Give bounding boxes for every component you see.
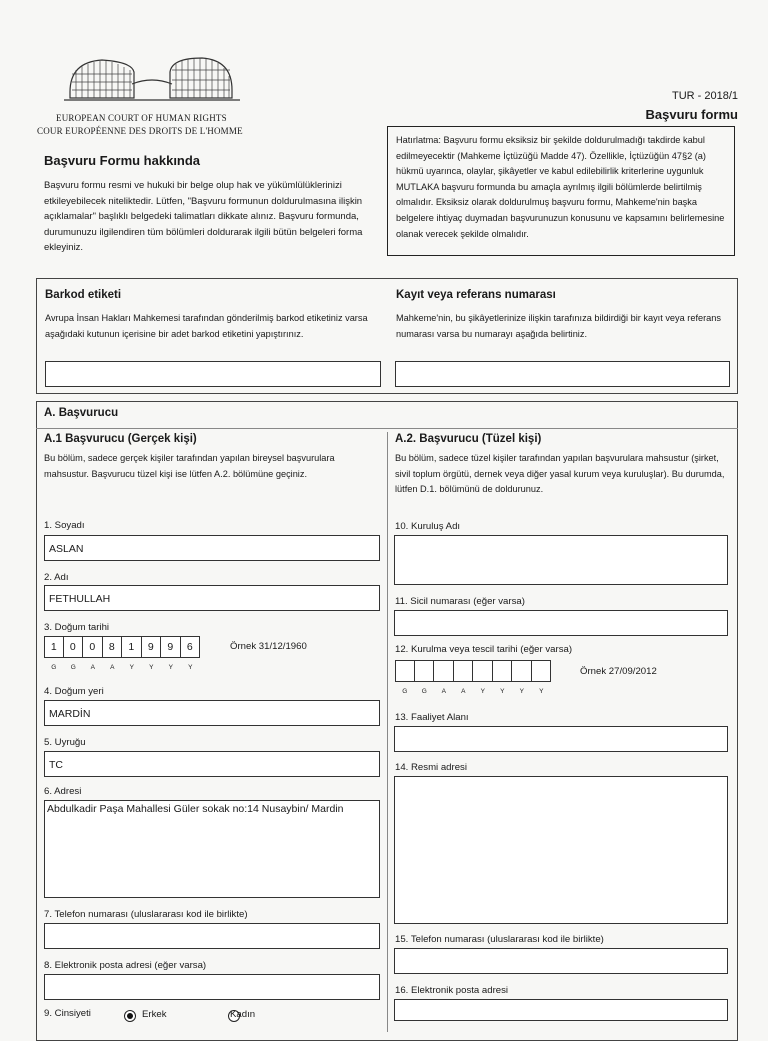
legal-email-field[interactable] xyxy=(394,999,728,1021)
court-name-en: EUROPEAN COURT OF HUMAN RIGHTS xyxy=(56,113,227,123)
barcode-text: Avrupa İnsan Hakları Mahkemesi tarafından gönderilmiş barkod etiketiniz varsa aşağıdaki kutunun içerisine bir adet barkod etiketini yapıştırınız. xyxy=(45,313,368,339)
dob-digit-box[interactable]: 0 xyxy=(64,636,84,658)
dob-digit-box[interactable]: 0 xyxy=(83,636,103,658)
nationality-field[interactable]: TC xyxy=(44,751,380,777)
org-name-label: 10. Kuruluş Adı xyxy=(395,521,461,532)
reg-date-digit-box[interactable] xyxy=(415,660,435,682)
about-title: Başvuru Formu hakkında xyxy=(44,153,201,168)
dob-hint-letter: G xyxy=(51,664,57,671)
reg-date-example: Örnek 27/09/2012 xyxy=(580,666,657,677)
reg-date-digit-box[interactable] xyxy=(532,660,552,682)
dob-digit-box[interactable]: 9 xyxy=(161,636,181,658)
reg-date-hint-letter: Y xyxy=(539,688,544,695)
reg-date-label: 12. Kurulma veya tescil tarihi (eğer varsa) xyxy=(395,644,573,655)
dob-digit-box[interactable]: 9 xyxy=(142,636,162,658)
form-title: Başvuru formu xyxy=(645,107,738,122)
name-field[interactable]: FETHULLAH xyxy=(44,585,380,611)
reg-no-label: 11. Sicil numarası (eğer varsa) xyxy=(395,596,525,607)
surname-field[interactable]: ASLAN xyxy=(44,535,380,561)
legal-phone-field[interactable] xyxy=(394,948,728,974)
reg-date-hint-letter: Y xyxy=(519,688,524,695)
reg-date-digit-box[interactable] xyxy=(512,660,532,682)
activity-field[interactable] xyxy=(394,726,728,752)
court-building-icon xyxy=(62,50,242,112)
address-field[interactable]: Abdulkadir Paşa Mahallesi Güler sokak no:14 Nusaybin/ Mardin xyxy=(44,800,380,898)
reference-field[interactable] xyxy=(395,361,730,387)
birthplace-label: 4. Doğum yeri xyxy=(44,686,104,697)
reg-date-digit-box[interactable] xyxy=(454,660,474,682)
dob-example: Örnek 31/12/1960 xyxy=(230,641,307,652)
dob-digit-box[interactable]: 8 xyxy=(103,636,123,658)
dob-hint-letter: G xyxy=(70,664,76,671)
dob-format-hint xyxy=(44,664,200,671)
dob-digit-box[interactable]: 1 xyxy=(122,636,142,658)
dob-hint-letter: Y xyxy=(188,664,193,671)
reg-date-field[interactable] xyxy=(395,660,551,682)
barcode-reference-section xyxy=(36,278,738,394)
reg-date-hint-letter: A xyxy=(441,688,446,695)
activity-label: 13. Faaliyet Alanı xyxy=(395,712,469,723)
barcode-field[interactable] xyxy=(45,361,381,387)
a2-title: A.2. Başvurucu (Tüzel kişi) xyxy=(395,433,542,445)
dob-hint-letter: A xyxy=(90,664,95,671)
phone-label: 7. Telefon numarası (uluslararası kod ile birlikte) xyxy=(44,909,248,920)
reg-date-hint-letter: G xyxy=(421,688,427,695)
court-name-fr: COUR EUROPÉENNE DES DROITS DE L'HOMME xyxy=(37,126,243,136)
reg-date-digit-box[interactable] xyxy=(473,660,493,682)
dob-label: 3. Doğum tarihi xyxy=(44,622,110,633)
dob-digit-box[interactable]: 6 xyxy=(181,636,201,658)
reg-date-digit-box[interactable] xyxy=(434,660,454,682)
form-code: TUR - 2018/1 xyxy=(671,90,738,102)
dob-hint-letter: A xyxy=(110,664,115,671)
birthplace-field[interactable]: MARDİN xyxy=(44,700,380,726)
reg-date-hint-letter: Y xyxy=(500,688,505,695)
reg-date-digit-box[interactable] xyxy=(395,660,415,682)
nationality-label: 5. Uyruğu xyxy=(44,737,86,748)
a1-title: A.1 Başvurucu (Gerçek kişi) xyxy=(44,433,197,445)
email-label: 8. Elektronik posta adresi (eğer varsa) xyxy=(44,960,207,971)
dob-digit-box[interactable]: 1 xyxy=(44,636,64,658)
column-divider xyxy=(387,432,388,1032)
reg-date-hint-letter: A xyxy=(461,688,466,695)
reg-date-digit-box[interactable] xyxy=(493,660,513,682)
name-label: 2. Adı xyxy=(44,572,69,583)
email-field[interactable] xyxy=(44,974,380,1000)
section-a-title: A. Başvurucu xyxy=(44,407,119,419)
reg-date-hint-letter: Y xyxy=(480,688,485,695)
legal-phone-label: 15. Telefon numarası (uluslararası kod ile birlikte) xyxy=(395,934,604,945)
gender-male-radio[interactable] xyxy=(124,1010,136,1022)
barcode-title: Barkod etiketi xyxy=(45,289,122,301)
gender-female-label: Kadın xyxy=(230,1009,256,1020)
gender-male-label: Erkek xyxy=(142,1009,167,1020)
dob-hint-letter: Y xyxy=(149,664,154,671)
org-name-field[interactable] xyxy=(394,535,728,585)
a2-text: Bu bölüm, sadece tüzel kişiler tarafından yapılan başvurulara mahsustur (şirket, sivil toplum örgütü, dernek veya diğer yasal kurum veya kuruluşlar). Bu durumda, lütfen D.1. bölümünü de doldurunuz. xyxy=(395,453,725,494)
dob-hint-letter: Y xyxy=(129,664,134,671)
phone-field[interactable] xyxy=(44,923,380,949)
surname-label: 1. Soyadı xyxy=(44,520,85,531)
a1-text: Bu bölüm, sadece gerçek kişiler tarafından yapılan bireysel başvurulara mahsustur. Başvurucu tüzel kişi ise lütfen A.2. bölümüne geçiniz. xyxy=(44,453,335,479)
reg-date-hint-letter: G xyxy=(402,688,408,695)
reg-date-format-hint xyxy=(395,688,551,695)
legal-address-field[interactable] xyxy=(394,776,728,924)
reference-text: Mahkeme'nin, bu şikâyetlerinize ilişkin tarafınıza bildirdiği bir kayıt veya referans numarası varsa bu numarayı aşağıda belirtiniz. xyxy=(396,313,721,339)
dob-hint-letter: Y xyxy=(168,664,173,671)
section-a-divider xyxy=(36,428,738,429)
about-text: Başvuru formu resmi ve hukuki bir belge olup hak ve yükümlülüklerinizi etkileyebilecek niteliktedir. Lütfen, "Başvuru formunun doldurulmasına ilişkin açıklamalar" başlıklı belgedeki talimatları dikkate alınız. Başvuru formunda, durumunuzu ilgilendiren tüm bölümleri doldurarak ilgili bütün belgeleri forma ekleyiniz. xyxy=(44,180,363,253)
reg-no-field[interactable] xyxy=(394,610,728,636)
dob-field[interactable] xyxy=(44,636,200,658)
notice-box: Hatırlatma: Başvuru formu eksiksiz bir şekilde doldurulmadığı takdirde kabul edilmeyecektir (Mahkeme İçtüzüğü Madde 47). Özellikle, İçtüzüğün 47§2 (a) hükmü uyarınca, olaylar, şikâyetler ve kabul edilebilirlik kriterlerine uygunluk MUTLAKA başvuru formunda bu amaçla ayrılmış ilgili bölümlerde belirtilmiş olmalıdır. Eksiksiz olarak doldurulmuş başvuru formu, Mahkeme'nin başka belgelere ihtiyaç duymadan başvurunuzun konusunu ve kapsamını belirlemesine olanak verecek şekilde olmalıdır. xyxy=(387,126,735,256)
reference-title: Kayıt veya referans numarası xyxy=(396,289,556,301)
gender-label: 9. Cinsiyeti xyxy=(44,1008,91,1019)
legal-email-label: 16. Elektronik posta adresi xyxy=(395,985,509,996)
legal-address-label: 14. Resmi adresi xyxy=(395,762,467,773)
address-label: 6. Adresi xyxy=(44,786,82,797)
